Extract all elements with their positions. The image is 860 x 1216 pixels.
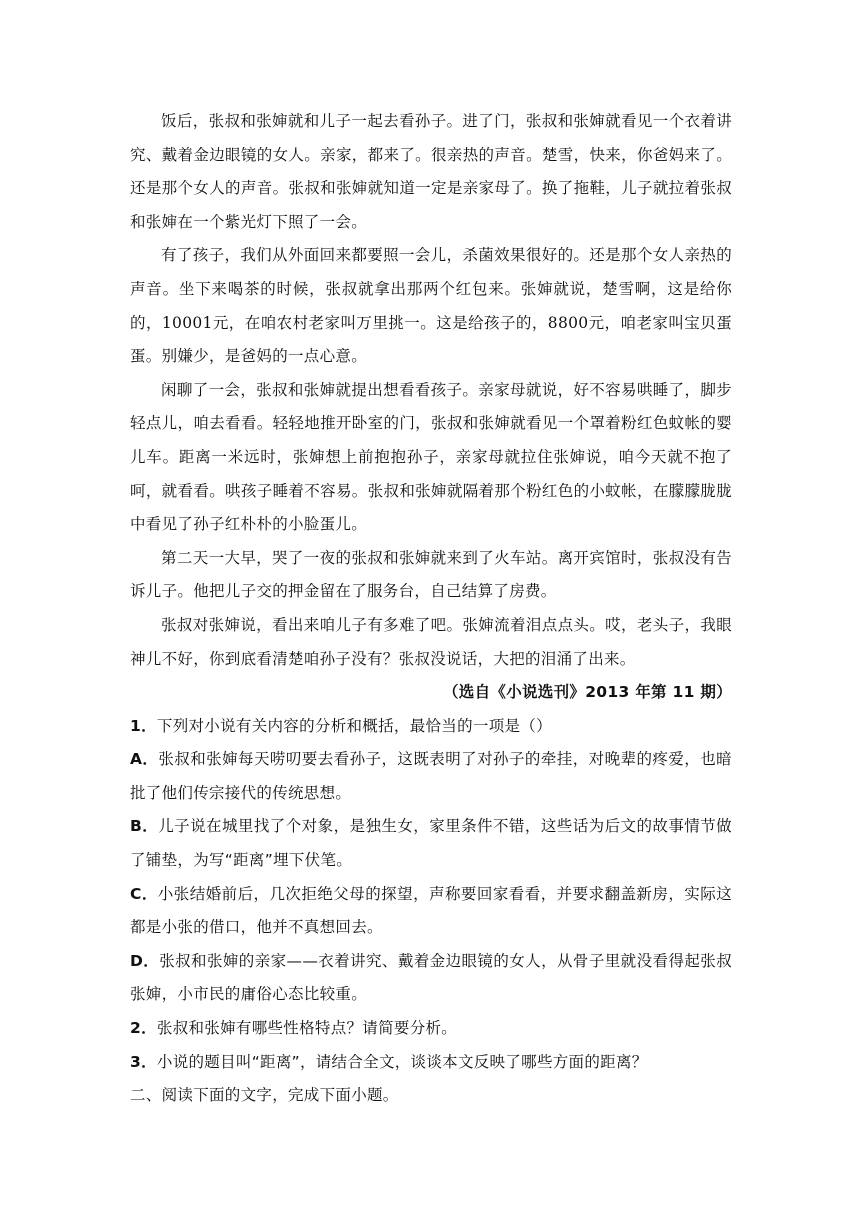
option-text: 儿子说在城里找了个对象，是独生女，家里条件不错，这些话为后文的故事情节做了铺垫，为写“距离”埋下伏笔。 [130, 817, 732, 870]
question-text: 张叔和张婶有哪些性格特点？请简要分析。 [156, 1019, 458, 1038]
story-paragraph-1: 饭后，张叔和张婶就和儿子一起去看孙子。进了门，张叔和张婶就看见一个衣着讲究、戴着金边眼镜的女人。亲家，都来了。很亲热的声音。楚雪，快来，你爸妈来了。还是那个女人的声音。张叔和张婶就知道一定是亲家母了。换了拖鞋，儿子就拉着张叔和张婶在一个紫光灯下照了一会。 [130, 112, 732, 231]
option-d [130, 945, 732, 1012]
option-b [130, 810, 732, 877]
story-paragraph-4: 第二天一大早，哭了一夜的张叔和张婶就来到了火车站。离开宾馆时，张叔没有告诉儿子。他把儿子交的押金留在了服务台，自己结算了房费。 [130, 548, 732, 601]
option-a [130, 743, 732, 810]
option-c [130, 878, 732, 945]
questions-list [130, 710, 732, 1080]
question-1 [130, 710, 732, 744]
option-text: 张叔和张婶每天唠叨要去看孙子，这既表明了对孙子的牵挂，对晚辈的疼爱，也暗批了他们传宗接代的传统思想。 [130, 750, 732, 802]
question-2 [130, 1012, 732, 1046]
option-label: C． [130, 884, 158, 903]
option-text: 小张结婚前后，几次拒绝父母的探望，声称要回家看看，并要求翻盖新房，实际这都是小张的借口，他并不真想回去。 [130, 884, 732, 937]
story-paragraph-5: 张叔对张婶说，看出来咱儿子有多难了吧。张婶流着泪点点头。哎，老头子，我眼神儿不好，你到底看清楚咱孙子没有？张叔没说话，大把的泪涌了出来。 [130, 615, 732, 668]
question-text: 小说的题目叫“距离”，请结合全文，谈谈本文反映了哪些方面的距离？ [156, 1052, 648, 1071]
question-number: 2． [130, 1019, 157, 1038]
story-source: （选自《小说选刊》2013 年第 11 期） [443, 683, 732, 702]
story-paragraph-2: 有了孩子，我们从外面回来都要照一会儿，杀菌效果很好的。还是那个女人亲热的声音。坐下来喝茶的时候，张叔就拿出那两个红包来。张婶就说，楚雪啊，这是给你的，10001元，在咱农村老家叫万里挑一。这是给孩子的，8800元，咱老家叫宝贝蛋蛋。别嫌少，是爸妈的一点心意。 [130, 246, 732, 366]
story-body [130, 105, 732, 710]
question-number: 1． [130, 716, 157, 735]
question-3 [130, 1046, 732, 1080]
section-heading: 二、阅读下面的文字，完成下面小题。 [130, 1086, 399, 1105]
story-paragraph-3: 闲聊了一会，张叔和张婶就提出想看看孩子。亲家母就说，好不容易哄睡了，脚步轻点儿，咱去看看。轻轻地推开卧室的门，张叔和张婶就看见一个罩着粉红色蚊帐的婴儿车。距离一米远时，张婶想上前抱抱孙子，亲家母就拉住张婶说，咱今天就不抱了呵，就看看。哄孩子睡着不容易。张叔和张婶就隔着那个粉红色的小蚊帐，在朦朦胧胧中看见了孙子红朴朴的小脸蛋儿。 [130, 380, 732, 534]
question-text: 下列对小说有关内容的分析和概括，最恰当的一项是（） [156, 716, 552, 735]
option-label: B． [130, 817, 159, 836]
option-text: 张叔和张婶的亲家——衣着讲究、戴着金边眼镜的女人，从骨子里就没看得起张叔张婶，小市民的庸俗心态比较重。 [130, 951, 732, 1004]
question-number: 3． [130, 1052, 157, 1071]
option-label: D． [130, 951, 160, 970]
option-label: A． [130, 750, 159, 769]
